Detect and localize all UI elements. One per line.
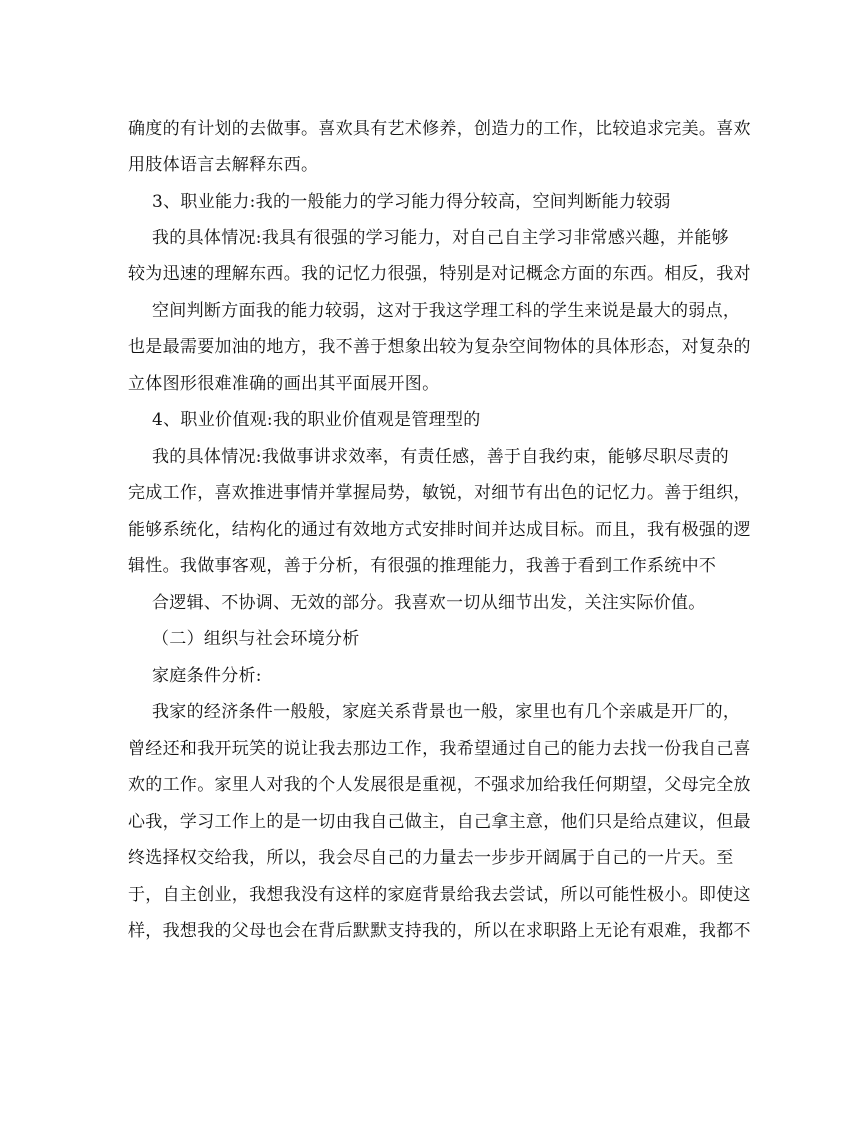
- text-line: 完成工作，喜欢推进事情并掌握局势，敏锐，对细节有出色的记忆力。善于组织，: [128, 483, 751, 503]
- subheading: 家庭条件分析:: [152, 666, 262, 686]
- section-heading: 3、职业能力:我的一般能力的学习能力得分较高，空间判断能力较弱: [152, 192, 671, 212]
- text-line: 能够系统化，结构化的通过有效地方式安排时间并达成目标。而且，我有极强的逻: [128, 520, 751, 540]
- text-line: 于，自主创业，我想我没有这样的家庭背景给我去尝试，所以可能性极小。即使这: [128, 885, 751, 905]
- text-line: 我的具体情况:我具有很强的学习能力，对自己自主学习非常感兴趣，并能够: [152, 228, 729, 248]
- text-line: 用肢体语言去解释东西。: [128, 155, 319, 175]
- text-line: 曾经还和我开玩笑的说让我去那边工作，我希望通过自己的能力去找一份我自己喜: [128, 739, 751, 759]
- section-heading: 4、职业价值观:我的职业价值观是管理型的: [152, 410, 481, 430]
- text-line: 我家的经济条件一般般，家庭关系背景也一般，家里也有几个亲戚是开厂的，: [152, 702, 741, 722]
- text-line: 合逻辑、不协调、无效的部分。我喜欢一切从细节出发，关注实际价值。: [152, 593, 706, 613]
- text-line: 心我，学习工作上的是一切由我自己做主，自己拿主意，他们只是给点建议，但最: [128, 812, 751, 832]
- text-line: 我的具体情况:我做事讲求效率，有责任感，善于自我约束，能够尽职尽责的: [152, 447, 729, 467]
- text-line: 欢的工作。家里人对我的个人发展很是重视，不强求加给我任何期望，父母完全放: [128, 775, 751, 795]
- text-line: 空间判断方面我的能力较弱，这对于我这学理工科的学生来说是最大的弱点，: [152, 301, 741, 321]
- text-line: 样，我想我的父母也会在背后默默支持我的，所以在求职路上无论有艰难，我都不: [128, 921, 751, 941]
- text-line: 也是最需要加油的地方，我不善于想象出较为复杂空间物体的具体形态，对复杂的: [128, 337, 751, 357]
- text-line: 较为迅速的理解东西。我的记忆力很强，特别是对记概念方面的东西。相反，我对: [128, 264, 751, 284]
- text-line: 辑性。我做事客观，善于分析，有很强的推理能力，我善于看到工作系统中不: [128, 556, 717, 576]
- text-line: 确度的有计划的去做事。喜欢具有艺术修养，创造力的工作，比较追求完美。喜欢: [128, 119, 751, 139]
- section-heading: （二）组织与社会环境分析: [152, 629, 360, 649]
- text-line: 立体图形很难准确的画出其平面展开图。: [128, 374, 440, 394]
- text-line: 终选择权交给我，所以，我会尽自己的力量去一步步开阔属于自己的一片天。至: [128, 848, 734, 868]
